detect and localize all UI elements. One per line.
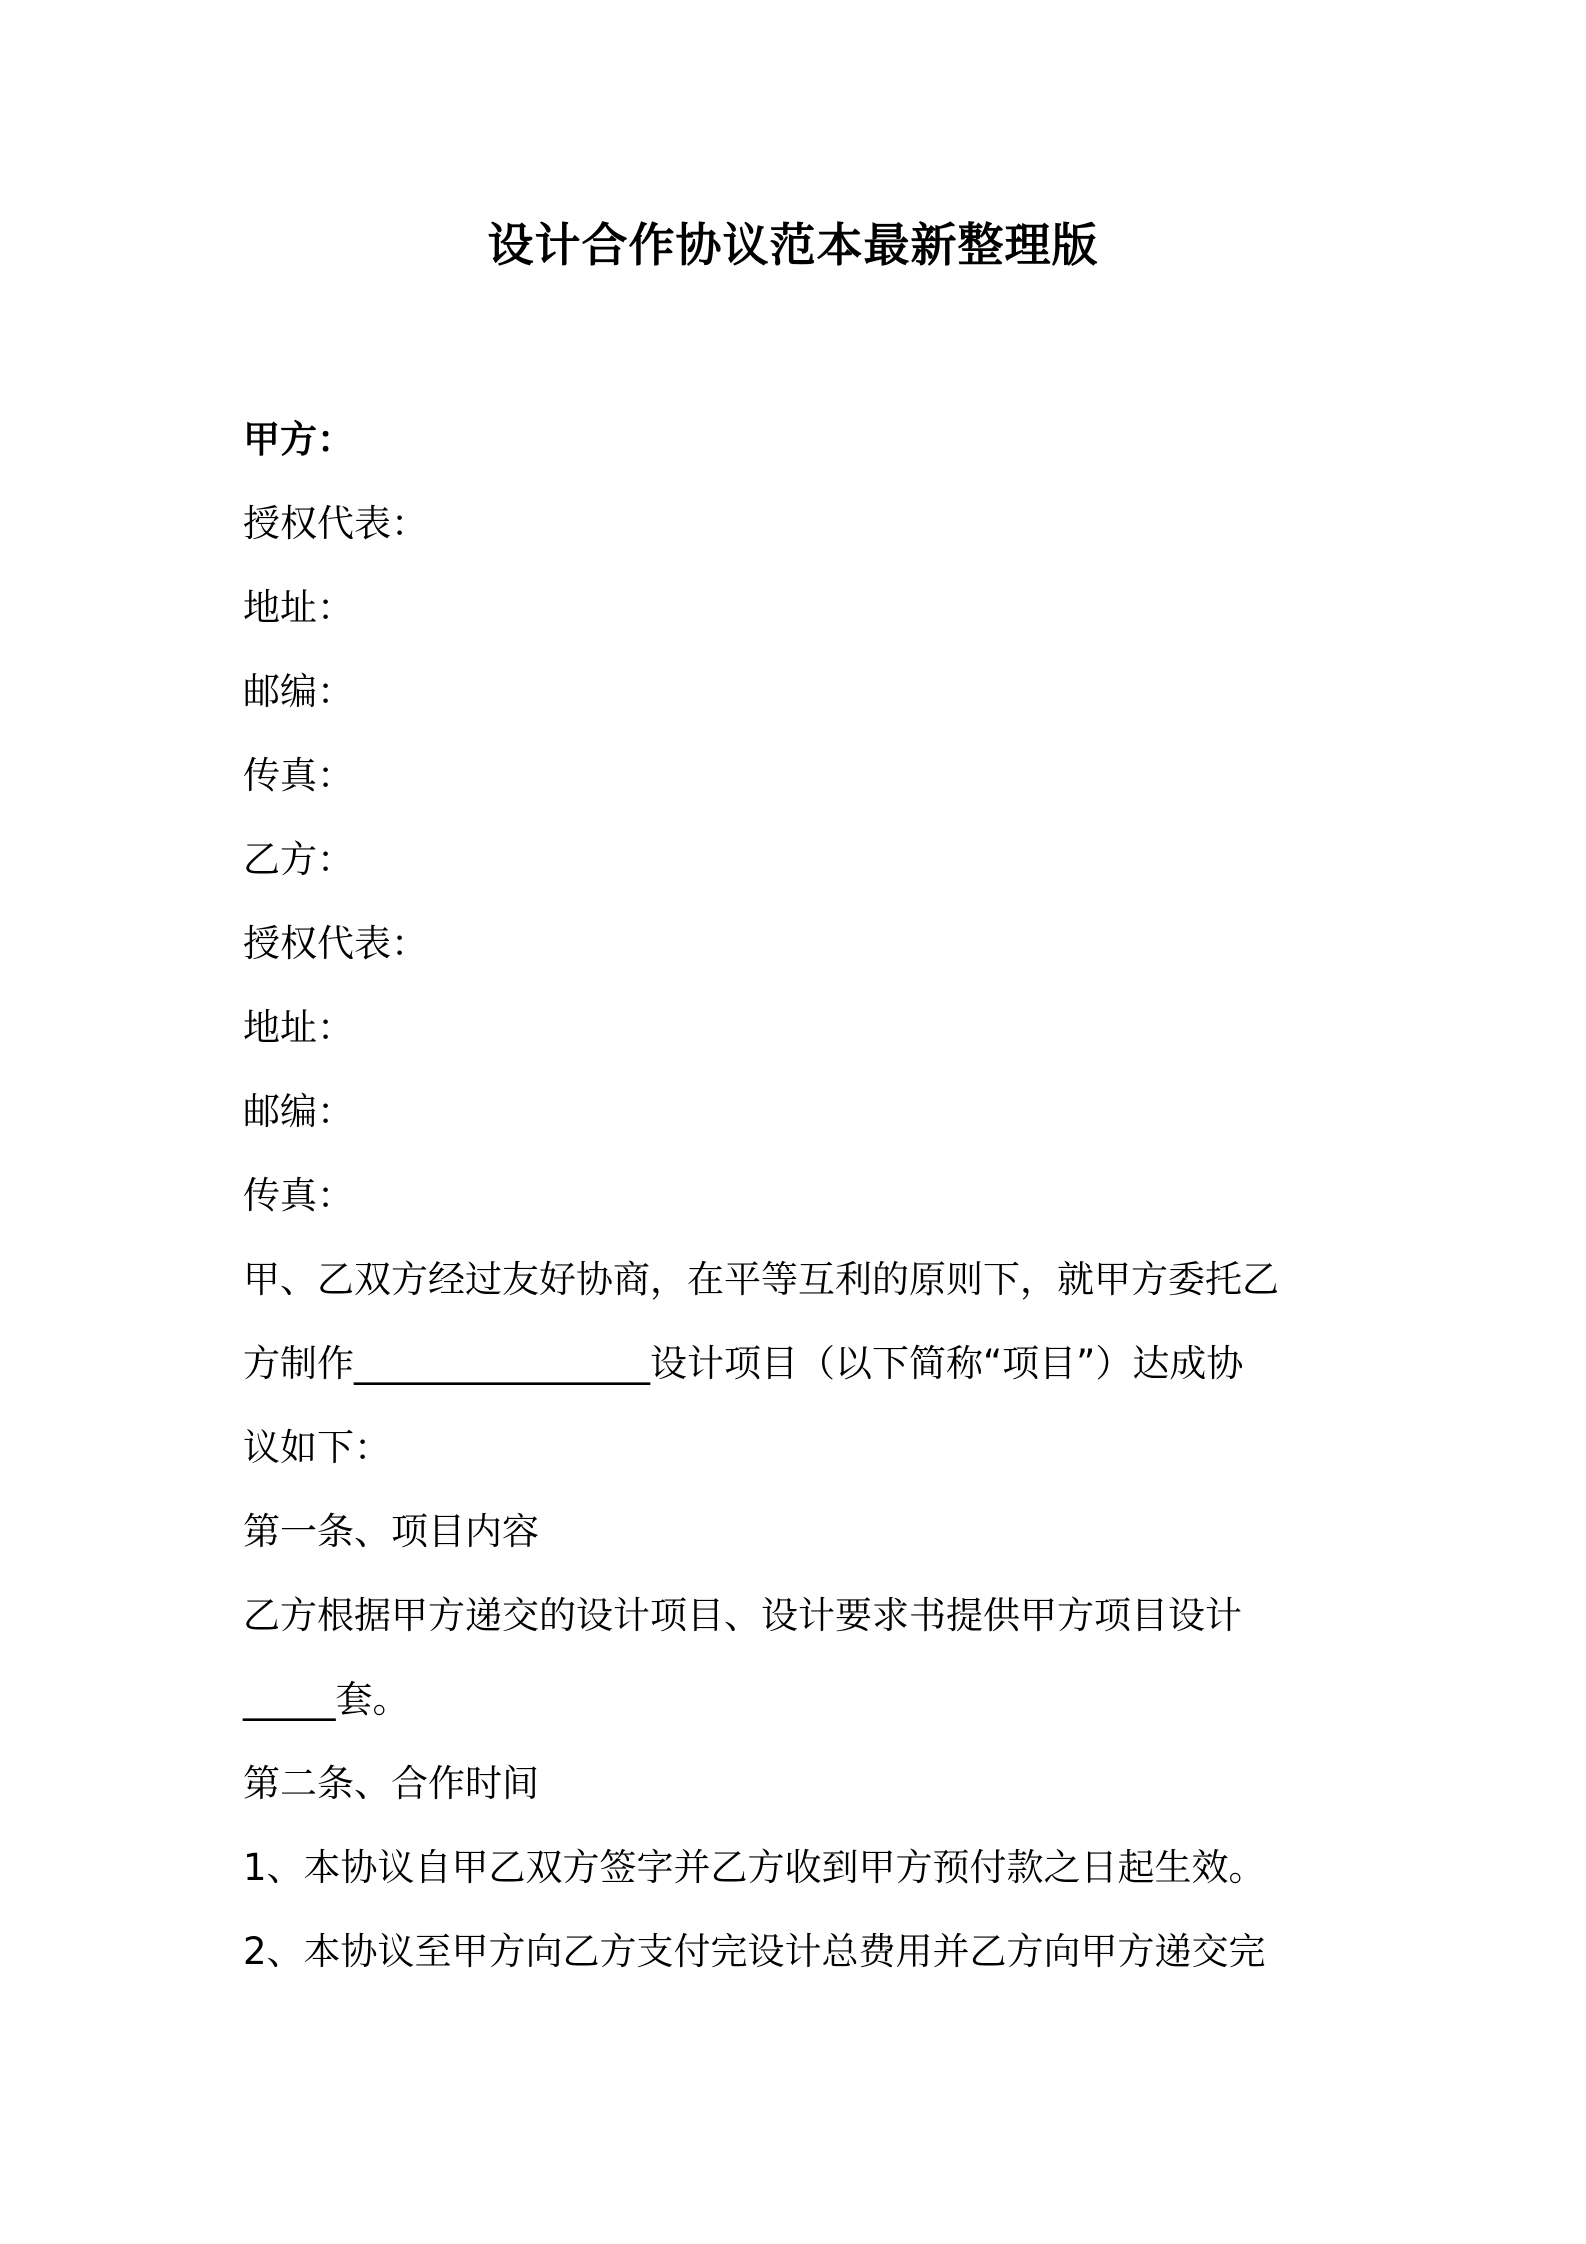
party-a-name-label: 甲方：	[243, 418, 354, 461]
party-a-postcode-field	[243, 650, 1359, 734]
article-1-line-2: _____套。	[243, 1678, 410, 1721]
party-a-address-label: 地址：	[243, 586, 354, 629]
party-b-rep-field	[243, 902, 1359, 986]
party-a-fax-label: 传真：	[243, 754, 354, 797]
article-1-line-1: 乙方根据甲方递交的设计项目、设计要求书提供甲方项目设计	[243, 1594, 1242, 1637]
article-2-heading: 第二条、合作时间	[243, 1762, 539, 1805]
document-body	[243, 398, 1359, 1994]
party-b-address-label: 地址：	[243, 1006, 354, 1049]
party-a-address-field	[243, 566, 1359, 650]
party-b-name-field	[243, 818, 1359, 902]
article-2-clause-1: 1、本协议自甲乙双方签字并乙方收到甲方预付款之日起生效。	[243, 1846, 1266, 1889]
party-a-rep-field	[243, 482, 1359, 566]
party-b-fax-label: 传真：	[243, 1174, 354, 1217]
party-a-name-field	[243, 398, 1359, 482]
party-b-name-label: 乙方：	[243, 838, 354, 881]
intro-line-2: 方制作________________设计项目（以下简称“项目”）达成协	[243, 1342, 1244, 1385]
intro-line-3: 议如下：	[243, 1426, 391, 1469]
party-b-postcode-label: 邮编：	[243, 1090, 354, 1133]
article-1-heading: 第一条、项目内容	[243, 1510, 539, 1553]
party-b-fax-field	[243, 1154, 1359, 1238]
intro-line-1: 甲、乙双方经过友好协商，在平等互利的原则下，就甲方委托乙	[243, 1258, 1279, 1301]
party-b-address-field	[243, 986, 1359, 1070]
party-b-postcode-field	[243, 1070, 1359, 1154]
party-b-rep-label: 授权代表：	[243, 922, 428, 965]
article-2-clause-2: 2、本协议至甲方向乙方支付完设计总费用并乙方向甲方递交完	[243, 1930, 1266, 1973]
party-a-fax-field	[243, 734, 1359, 818]
party-a-postcode-label: 邮编：	[243, 670, 354, 713]
party-a-rep-label: 授权代表：	[243, 502, 428, 545]
document-title: 设计合作协议范本最新整理版	[487, 218, 1099, 272]
